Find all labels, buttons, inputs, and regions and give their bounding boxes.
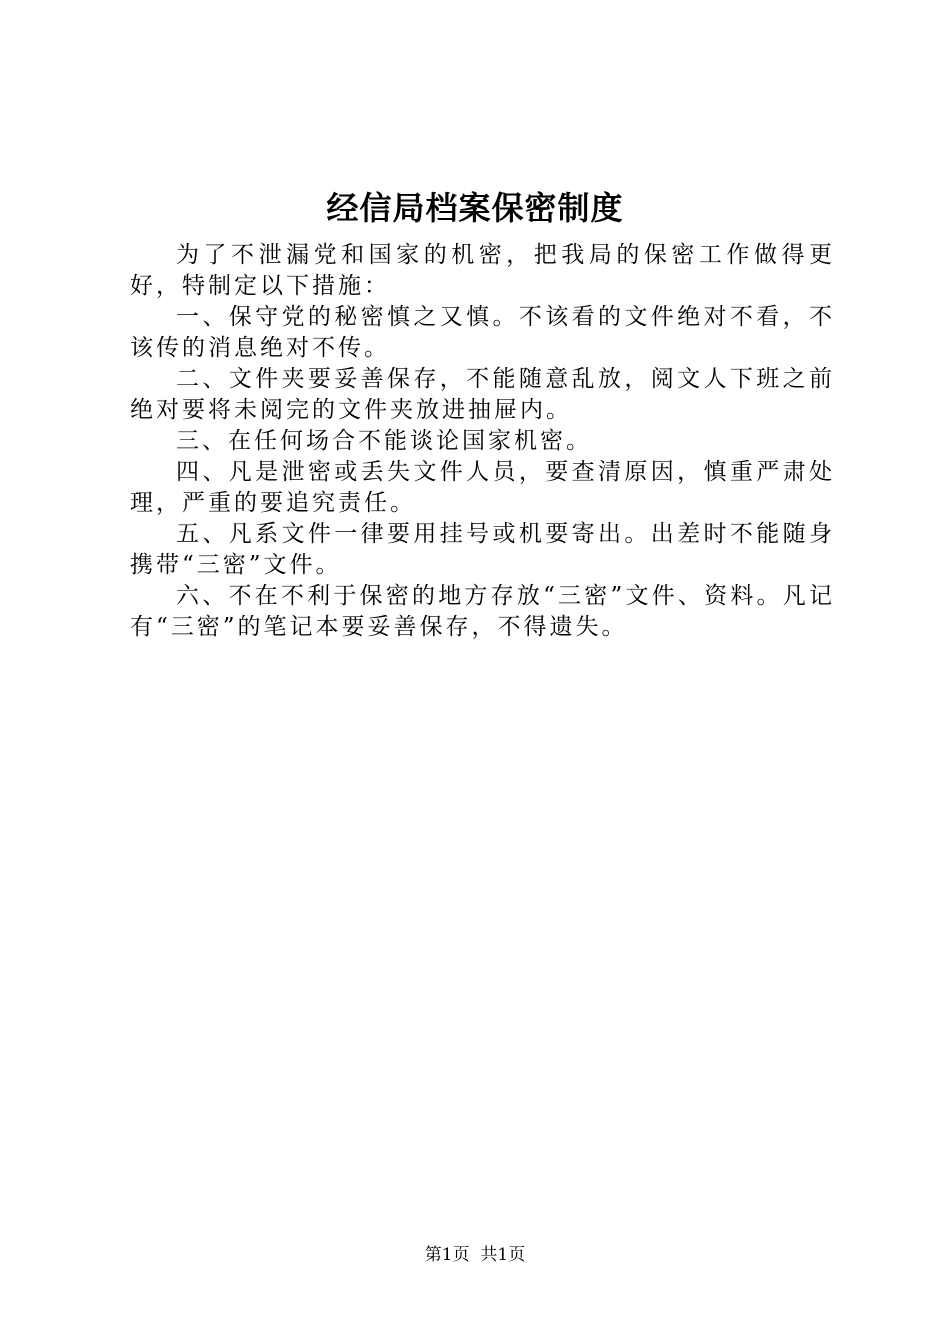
- page-footer: [0, 1243, 950, 1267]
- paragraph-item-1: 一、保守党的秘密慎之又慎。不该看的文件绝对不看，不该传的消息绝对不传。: [130, 304, 835, 361]
- paragraph-item-3: 三、在任何场合不能谈论国家机密。: [176, 428, 592, 454]
- page-number: 第1页: [424, 1245, 470, 1265]
- document-title: 经信局档案保密制度: [326, 189, 624, 227]
- paragraph-item-5: 五、凡系文件一律要用挂号或机要寄出。出差时不能随身携带“三密”文件。: [130, 521, 835, 578]
- page-total: 共1页: [480, 1245, 526, 1265]
- paragraph-intro: 为了不泄漏党和国家的机密，把我局的保密工作做得更好，特制定以下措施：: [130, 242, 835, 299]
- document-body: [130, 240, 835, 643]
- paragraph-item-4: 四、凡是泄密或丢失文件人员，要查清原因，慎重严肃处理，严重的要追究责任。: [130, 459, 835, 516]
- paragraph-item-2: 二、文件夹要妥善保存，不能随意乱放，阅文人下班之前绝对要将未阅完的文件夹放进抽屉内。: [130, 366, 835, 423]
- paragraph-item-6: 六、不在不利于保密的地方存放“三密”文件、资料。凡记有“三密”的笔记本要妥善保存，不得遗失。: [130, 583, 835, 640]
